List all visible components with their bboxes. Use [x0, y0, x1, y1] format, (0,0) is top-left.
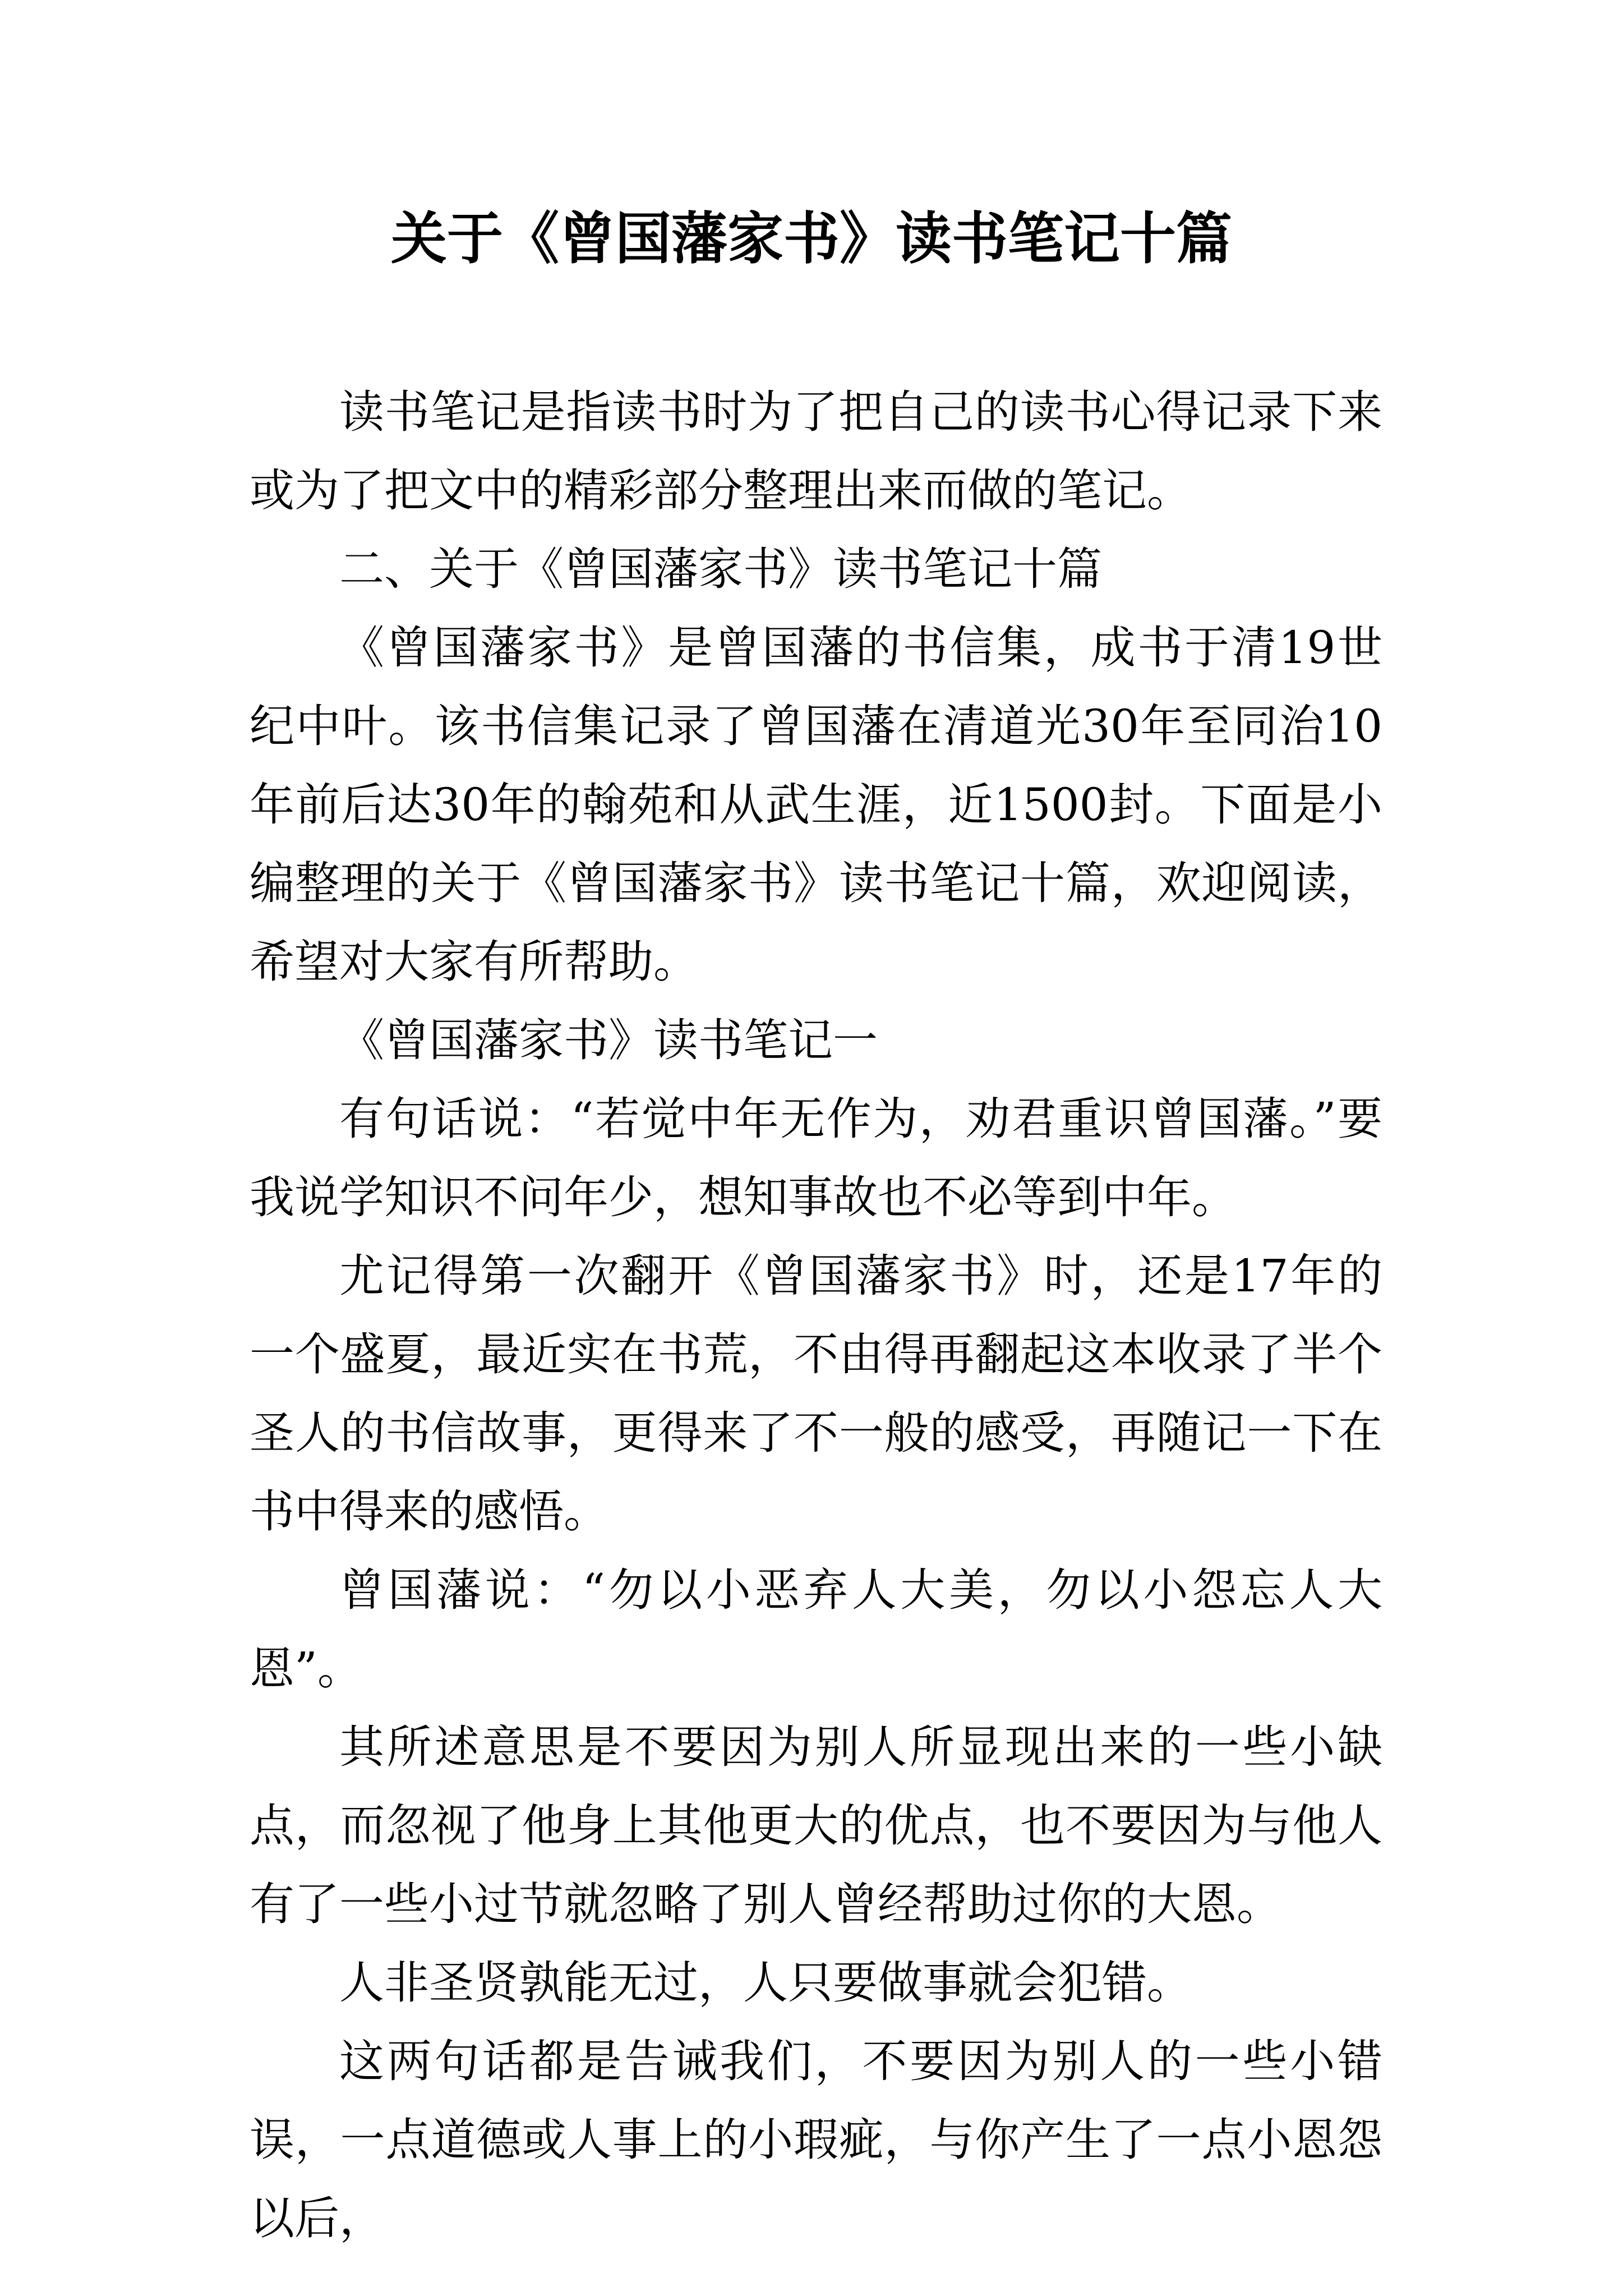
paragraph-quote: 有句话说：“若觉中年无作为，劝君重识曾国藩。”要我说学知识不问年少，想知事故也不必等到中年。 — [250, 1093, 1382, 1223]
paragraph-1: 读书笔记是指读书时为了把自己的读书心得记录下来或为了把文中的精彩部分整理出来而做的笔记。 — [250, 386, 1382, 517]
section-heading: 二、关于《曾国藩家书》读书笔记十篇 — [339, 543, 1102, 595]
paragraph-intro: 《曾国藩家书》是曾国藩的书信集，成书于清19世纪中叶。该书信集记录了曾国藩在清道光30年至同治10年前后达30年的翰苑和从武生涯，近1500封。下面是小编整理的关于《曾国藩家书》读书笔记十篇，欢迎阅读，希望对大家有所帮助。 — [250, 622, 1382, 988]
paragraph-short: 人非圣贤孰能无过，人只要做事就会犯错。 — [339, 1957, 1192, 2009]
paragraph-meaning: 其所述意思是不要因为别人所显现出来的一些小缺点，而忽视了他身上其他更大的优点，也不要因为与他人有了一些小过节就忽略了别人曾经帮助过你的大恩。 — [250, 1721, 1382, 1930]
paragraph-last: 这两句话都是告诫我们，不要因为别人的一些小错误，一点道德或人事上的小瑕疵，与你产生了一点小恩怨以后， — [250, 2035, 1382, 2244]
note-heading-1: 《曾国藩家书》读书笔记一 — [339, 1014, 878, 1066]
document-body — [250, 373, 1382, 2258]
document-title: 关于《曾国藩家书》读书笔记十篇 — [391, 205, 1232, 272]
paragraph-memory: 尤记得第一次翻开《曾国藩家书》时，还是17年的一个盛夏，最近实在书荒，不由得再翻起这本收录了半个圣人的书信故事，更得来了不一般的感受，再随记一下在书中得来的感悟。 — [250, 1250, 1382, 1538]
paragraph-saying: 曾国藩说：“勿以小恶弃人大美，勿以小怨忘人大恩”。 — [250, 1564, 1382, 1695]
